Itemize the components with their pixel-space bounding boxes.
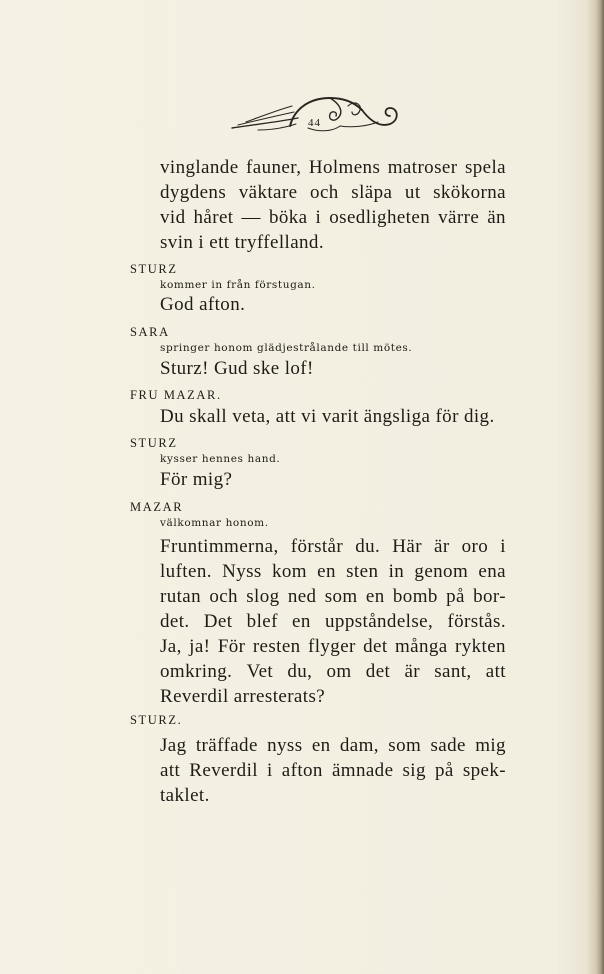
word: på [434, 760, 454, 781]
word: en [311, 735, 331, 756]
word: dygdens [160, 182, 227, 203]
word: Fruntimmerna, [160, 536, 279, 557]
page-edge-shadow [596, 0, 604, 974]
speaker-name: STURZ. [130, 713, 183, 727]
text-line [160, 207, 506, 229]
page-number: 44 [308, 117, 321, 129]
word: du. [355, 536, 381, 557]
stage-direction: kysser hennes hand. [160, 453, 281, 465]
stage-direction: springer honom glädjestrålande till mötes. [160, 342, 413, 354]
word: bor- [473, 586, 506, 607]
word: uppståndelse, [325, 611, 434, 632]
word: du, [287, 661, 313, 682]
dialogue-line [160, 561, 506, 583]
word: afton [281, 760, 323, 781]
dialogue-line [160, 735, 506, 757]
word: väktare [238, 182, 298, 203]
word: än [487, 207, 506, 228]
stage-direction: välkomnar honom. [160, 517, 269, 529]
word: värre [438, 207, 480, 228]
word: det [363, 636, 388, 657]
word: flyger [307, 636, 356, 657]
word: sig [402, 760, 426, 781]
dialogue-line: taklet. [160, 785, 210, 806]
dialogue-line [160, 760, 506, 782]
word: oro [461, 536, 489, 557]
word: Holmens [308, 157, 381, 178]
dialogue-line [160, 536, 506, 558]
word: rutan [160, 586, 202, 607]
word: en [317, 561, 336, 582]
speaker-name: STURZ [130, 262, 178, 276]
word: böka [268, 207, 308, 228]
word: håret [193, 207, 234, 228]
word: dam, [339, 735, 379, 756]
word: luften. [160, 561, 212, 582]
word: — [241, 207, 261, 228]
word: vinglande [160, 157, 239, 178]
word: en [365, 586, 385, 607]
speaker-name: FRU MAZAR. [130, 388, 222, 402]
word: och [209, 586, 238, 607]
word: För [217, 636, 246, 657]
word: vid [160, 207, 186, 228]
word: det [365, 661, 391, 682]
word: nyss [267, 735, 303, 756]
dialogue-line: Du skall veta, att vi varit ängsliga för dig. [160, 406, 495, 427]
speaker-name: STURZ [130, 436, 178, 450]
dialogue-line [160, 636, 506, 658]
word: som [324, 586, 358, 607]
dialogue-line [160, 661, 506, 683]
word: osedligheten [329, 207, 431, 228]
text-line: svin i ett tryffelland. [160, 232, 324, 253]
word: ja! [189, 636, 211, 657]
word: skökorna [433, 182, 506, 203]
word: rykten [455, 636, 506, 657]
word: Jag [160, 735, 187, 756]
word: kom [271, 561, 307, 582]
word: i [267, 760, 273, 781]
word: ena [478, 561, 506, 582]
dialogue-line [160, 586, 506, 608]
dialogue-line: God afton. [160, 294, 246, 315]
word: sade [430, 735, 466, 756]
word: i [500, 536, 506, 557]
word: en [292, 611, 311, 632]
word: Det [203, 611, 233, 632]
stage-direction: kommer in från förstugan. [160, 279, 316, 291]
word: Nyss [222, 561, 262, 582]
word: Här [392, 536, 422, 557]
word: fauner, [246, 157, 302, 178]
dialogue-line: Reverdil arresterats? [160, 686, 326, 707]
word: förstår [290, 536, 344, 557]
word: spela [464, 157, 506, 178]
word: många [394, 636, 448, 657]
word: det. [160, 611, 190, 632]
word: matroser [387, 157, 458, 178]
word: spek- [462, 760, 506, 781]
dialogue-line: För mig? [160, 469, 233, 490]
word: blef [246, 611, 278, 632]
word: genom [414, 561, 469, 582]
word: om [326, 661, 352, 682]
word: bomb [392, 586, 438, 607]
header-ornament [228, 92, 404, 138]
word: ut [404, 182, 421, 203]
text-line [160, 182, 506, 204]
word: att [485, 661, 506, 682]
word: att [160, 760, 181, 781]
word: i [315, 207, 322, 228]
dialogue-line [160, 611, 506, 633]
word: resten [252, 636, 301, 657]
word: slog [246, 586, 280, 607]
word: Ja, [160, 636, 182, 657]
word: omkring. [160, 661, 233, 682]
word: Reverdil [189, 760, 258, 781]
word: Vet [246, 661, 274, 682]
speaker-name: SARA [130, 325, 170, 339]
word: ned [287, 586, 317, 607]
word: på [446, 586, 465, 607]
word: in [388, 561, 405, 582]
word: förstås. [447, 611, 506, 632]
word: är [434, 536, 450, 557]
dialogue-line: Sturz! Gud ske lof! [160, 358, 314, 379]
word: sten [346, 561, 379, 582]
word: släpa [351, 182, 393, 203]
text-line [160, 157, 506, 179]
word: träffade [195, 735, 258, 756]
word: som [388, 735, 422, 756]
speaker-name: MAZAR [130, 500, 184, 514]
word: är [404, 661, 420, 682]
word: sant, [434, 661, 472, 682]
word: mig [475, 735, 506, 756]
word: ämnade [331, 760, 394, 781]
word: och [310, 182, 339, 203]
